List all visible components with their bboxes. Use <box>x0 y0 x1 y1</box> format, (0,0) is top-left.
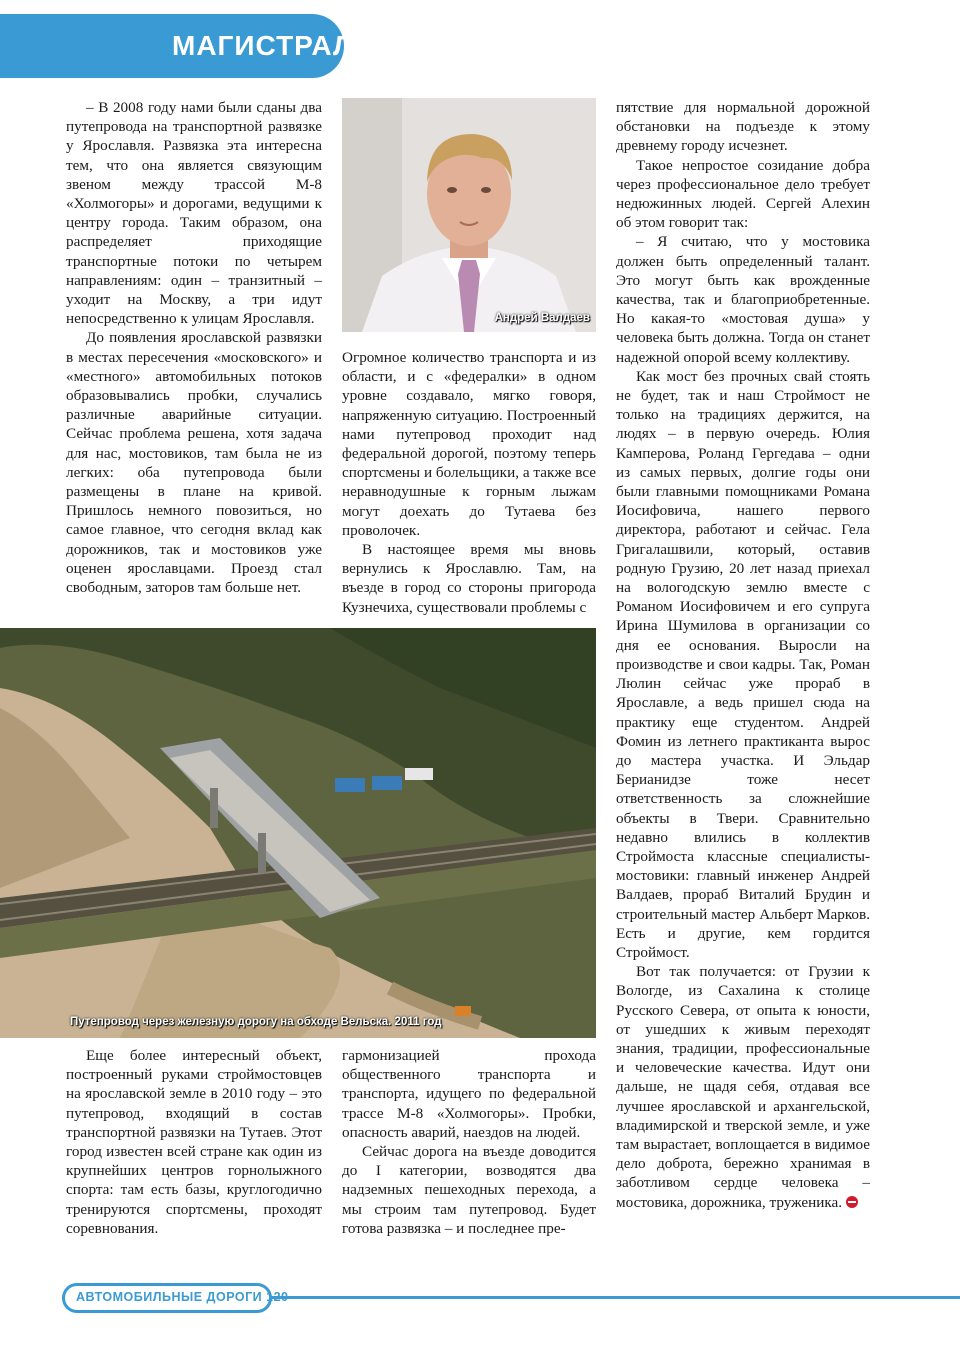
bridge-photo <box>0 628 596 1038</box>
portrait-image <box>342 98 596 332</box>
paragraph: Огромное количество транспорта и из области, и с «федералки» в одном уровне создавало, мягко говоря, напряженную ситуацию. Построенный нами путепровод проходит над федеральной дорогой, поэтому теперь спортсмены и болельщики, а также все неравнодушные к горным лыжам могут доехать до Тутаева без проволочек. <box>342 349 596 539</box>
paragraph: Как мост без прочных свай стоять не будет, так и наш Строймост не только на традициях держится, на людях – в первую очередь. Юлия Камперова, Роланд Гергедава – одни из самых первых, долгие годы они были главными помощниками Романа Иосифовича, нашего первого директора, работают и сейчас. Гела Григалашвили, который, оставив родную Грузию, 20 лет назад приехал на вологодскую землю вместе с Романом Иосифовичем и его супруга Ирина Шумилова в организации со дня ее основания. Выросли на производстве и свои кадры. Так, Роман Люлин сейчас уже прораб в Ярославле, а ведь пришел сюда на практику еще студентом. Андрей Фомин из летнего практиканта вырос до мастера участка. И Эльдар Берианидзе тоже несет ответственность за сложнейшие объекты в Твери. Сравнительно недавно влились в коллектив Строймоста классные специалисты-мостовики: главный инженер Андрей Валдаев, прораб Виталий Брудин и строительный мастер Альберт Марков. Есть и другие, кем гордится Строймост. <box>616 367 870 961</box>
paragraph: До появления ярославской развязки в местах пересечения «московского» и «местного» автомобильных потоков образовывались пробки, случались различные аварийные ситуации. Сейчас проблема решена, хотя задача для нас, мостовиков, там была не из легких: оба путепровода были размещены в плане на кривой. Пришлось немного повозиться, но самое главное, что сегодня вклад как дорожников, так и мостовиков уже оценен ярославцами. Проезд стал свободным, заторов там больше нет. <box>66 329 322 597</box>
article-column-5 <box>342 1046 596 1238</box>
paragraph: Такое непростое созидание добра через профессиональное дело требует недюжинных людей. Сергей Алехин об этом говорит так: <box>616 156 870 232</box>
paragraph: В настоящее время мы вновь вернулись к Ярославлю. Там, на въезде в город со стороны пригорода Кузнечиха, существовали проблемы с <box>342 541 596 616</box>
paragraph: пятствие для нормальной дорожной обстановки на подъезде к этому древнему городу исчезнет. <box>616 99 870 155</box>
bridge-caption: Путепровод через железную дорогу на обходе Вельска. 2011 год <box>70 1016 442 1028</box>
footer-text <box>76 1290 289 1304</box>
article-column-2 <box>342 348 596 617</box>
paragraph: гармонизацией прохода общественного транспорта и транспорта, идущего по федеральной трассе М-8 «Холмогоры». Пробки, опасность аварий, наездов на людей. <box>342 1047 596 1141</box>
portrait-caption: Андрей Валдаев <box>494 312 590 324</box>
page-number: 120 <box>266 1290 289 1304</box>
magazine-name: АВТОМОБИЛЬНЫЕ ДОРОГИ <box>76 1290 263 1304</box>
paragraph: Еще более интересный объект, построенный руками строймостовцев на ярославской земле в 2010 году – это путепровод, входящий в состав транспортной развязки на Тутаев. Этот город известен всей стране как один из крупнейших центров горнолыжного спорта: там есть базы, круглогодично тренируются спортсмены, проходят соревнования. <box>66 1047 322 1237</box>
paragraph-text: Вот так получается: от Грузии к Вологде, из Сахалина к столице Русского Севера, от опыта к юности, от ушедших к живым переходят знания, традиции, профессиональные и человеческие качества. Идут они дальше, не щадя себя, отдавая все лучшее ярославской и архангельской, владимирской и тверской земле, и уже там вырастает, воплощается в видимое дело доброта, бережно хранимая в заботливом сердце человека – мостовика, дорожника, труженика. <box>616 963 870 1211</box>
article-column-3 <box>616 98 870 1212</box>
paragraph: – В 2008 году нами были сданы два путепровода на транспортной развязке у Ярославля. Развязка эта интересна тем, что она является связующим звеном между трассой М-8 «Холмогоры» и дорогами, ведущими к центру города. Таким образом, она распределяет приходящие транспортные потоки по четырем направлениям: один – транзитный – уходит на Москву, а три идут непосредственно к улицам Ярославля. <box>66 99 322 328</box>
section-title: МАГИСТРАЛЬ <box>172 30 375 61</box>
article-column-4 <box>66 1046 322 1238</box>
paragraph <box>616 962 870 1212</box>
paragraph: Сейчас дорога на въезде доводится до I категории, возводятся два надземных пешеходных перехода, а мы строим там путепровод. Будет готова развязка – и последнее пре- <box>342 1143 596 1237</box>
end-mark-icon <box>846 1196 858 1208</box>
article-column-1 <box>66 98 322 597</box>
portrait-photo <box>342 98 596 332</box>
bridge-aerial-image <box>0 628 596 1038</box>
paragraph: – Я считаю, что у мостовика должен быть определенный талант. Это могут быть как врожденные качества, так и благоприобретенные. Но какая-то «мостовая душа» у человека быть должна. Тогда он станет надежной опорой всему коллективу. <box>616 233 870 366</box>
